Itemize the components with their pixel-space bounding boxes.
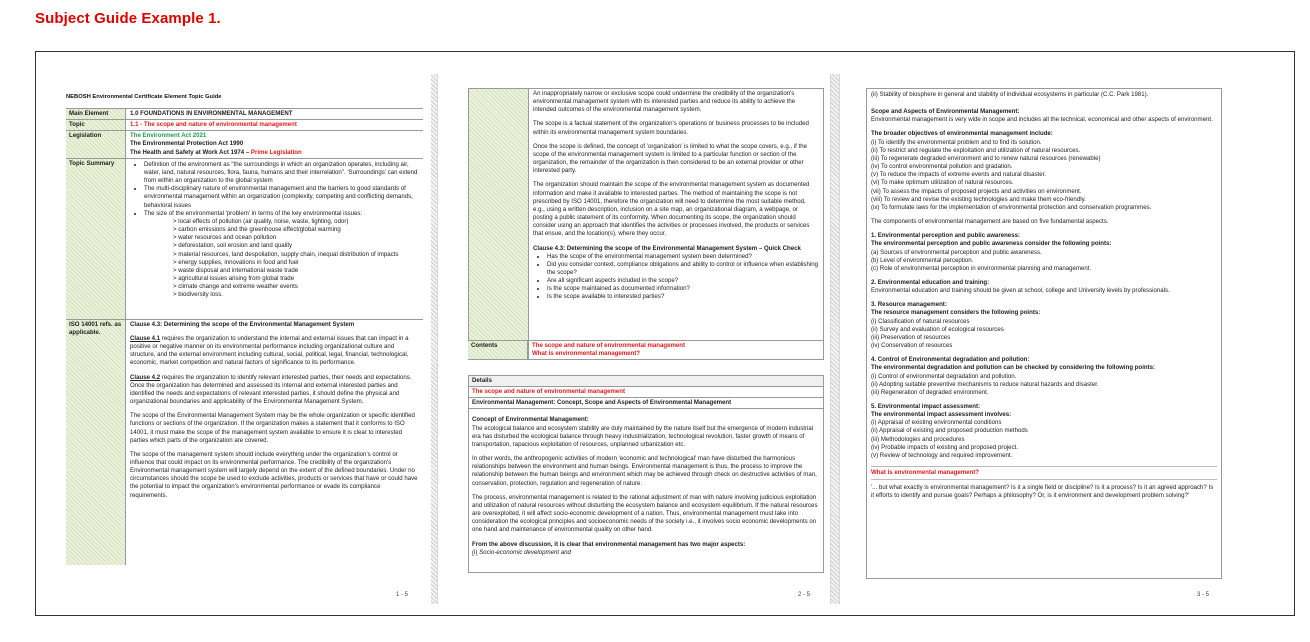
iso-continuation bbox=[468, 88, 824, 360]
iso-refs bbox=[126, 320, 423, 565]
list-item: (vii) To assess the impacts of proposed projects and activities on environment. bbox=[871, 187, 1082, 195]
contents-item: The scope and nature of environmental management bbox=[532, 342, 686, 349]
document-heading: Subject Guide Example 1. bbox=[35, 10, 221, 27]
topic-table bbox=[66, 108, 423, 565]
section-subheading: The resource management considers the following points: bbox=[871, 309, 1041, 317]
table-row bbox=[66, 320, 423, 565]
row-label: ISO 14001 refs. as applicable. bbox=[66, 320, 126, 565]
quick-check-heading: Clause 4.3: Determining the scope of the Environmental Management System – Quick Check bbox=[533, 244, 801, 252]
list-item: (iii) Methodologies and procedures bbox=[871, 435, 965, 443]
paragraph: The scope is a factual statement of the organization's operations or business processes to be included within its environmental management system boundaries. bbox=[533, 120, 809, 136]
page-3 bbox=[866, 52, 1226, 615]
section-heading: Scope and Aspects of Environmental Management: bbox=[871, 108, 1020, 116]
table-row bbox=[66, 109, 423, 120]
clause-text: requires the organization to identify relevant interested parties, their needs and expectations. bbox=[160, 373, 412, 381]
list-item: > material resources, land despoliation, supply chain, inequal distribution of impacts bbox=[173, 250, 399, 258]
topic-value: 1.1 - The scope and nature of environmental management bbox=[130, 121, 297, 129]
paragraph: The components of environmental management are based on five fundamental aspects. bbox=[871, 218, 1109, 226]
scope-paragraph: The scope of the management system should include everything under the organization's control or influence that could impact on its environmental performance. The credibility of the organization's Environmental management system will largely depend on the extent of the defined boundaries. Under no circumstances should the scope be used to exclude activities, products or services that have or could have the potential to impact the organization's environmental performance or evade its compliance requirements. bbox=[130, 450, 418, 499]
paragraph: The ecological balance and ecosystem stability are duly maintained by the nature itself but the emergence of modern industrial era has disturbed the ecological balance through heavy industrialization, technological revolution, faster growth of means of transportation, rapacious exploitation of resources, unplanned urbanization etc. bbox=[472, 424, 814, 448]
scope-paragraph: The scope of the Environmental Management System may be the whole organization or specific identified functions or sections of the organization. If the organization makes a statement that it conforms to ISO 14001, it must make the scope of the management system available to ensure it is clear to interested parties which parts of the organization are covered. bbox=[130, 412, 415, 444]
paragraph: The process, environmental management is related to the rational adjustment of man with nature involving judicious exploitation and utilization of natural resources without disturbing the ecosystem balance and ecosystem equilibrium. If the natural resources are overexploited, it will affect socio-economic development of a nation. Thus, environmental management must take into consideration the ecological principles and socioeconomic needs of the society i.e., it involves socio economic developments on one hand and maintenance of environmental quality on other hand. bbox=[472, 493, 818, 534]
list-item: (b) Level of environmental perception. bbox=[871, 256, 974, 264]
list-item: > biodiversity loss. bbox=[173, 291, 223, 299]
main-element-value: 1.0 FOUNDATIONS IN ENVIRONMENTAL MANAGEMENT bbox=[130, 110, 293, 117]
clause-4-2 bbox=[130, 374, 419, 382]
section-subheading: The environmental degradation and pollution can be checked by considering the following points: bbox=[871, 364, 1156, 372]
list-item: > water resources and ocean pollution bbox=[173, 234, 277, 242]
summary-bullets bbox=[130, 161, 419, 218]
section-heading: 5. Environmental impact assessment: bbox=[871, 403, 981, 410]
section-heading: What is environmental management? bbox=[871, 466, 1217, 477]
clause-4-2-text: Once the organization has determined and assessed its internal and external interested parties and identified the needs and expectations of relevant interested parties, it should define the physical and organizational boundaries and applicability of the Environmental Management System. bbox=[130, 381, 400, 406]
legislation-list bbox=[126, 131, 423, 157]
row-label: Main Element bbox=[66, 109, 126, 119]
paragraph: The organization should maintain the scope of the environmental management system as documented information and make it available to interested parties. The method of maintaining the scope is not prescribed by ISO 14001, therefore the organization will need to determine the most suitable method, e.g., using a written description, inclusion on a site map, an organizational diagram, a webpage, or posting a public statement of its conformity. When documenting its scope, the organization should consider using an approach that identifies the activities or processes involved, the products or services that ensue, and the location(s), where they occur. bbox=[533, 181, 810, 238]
concept-heading: Concept of Environmental Management: bbox=[472, 416, 589, 424]
list-item: • Did you consider context, compliance obligations and ability to control or influence when establishing the scope? bbox=[547, 261, 819, 277]
list-item: (ix) To formulate laws for the implementation of environmental protection and conservation programmes. bbox=[871, 203, 1152, 211]
list-item: (i) To identify the environmental problem and to find its solution. bbox=[871, 138, 1042, 146]
list-item: > deforestation, soil erosion and land quality bbox=[173, 242, 293, 250]
list-item: (viii) To review and revise the existing technologies and make them eco-friendly. bbox=[871, 195, 1086, 203]
list-item: (ii) Survey and evaluation of ecological resources bbox=[871, 325, 1004, 333]
paragraph: (ii) Stability of biosphere in general and stability of individual ecosystems in particular (C.C. Park 1981). bbox=[871, 91, 1149, 98]
section-subheading: The environmental impact assessment involves: bbox=[871, 411, 1012, 419]
list-item: (i) Control of environmental degradation and pollution. bbox=[871, 372, 1017, 380]
clause-text: requires the organization to understand the internal and external issues that can impact in a positive or negative manner on its environmental performance including organizational culture and structure, and the external environment including cultural, social, political, legal, financial, technological, economic, market competition and natural factors of significance to its performance. bbox=[130, 334, 409, 367]
list-item: > agricultural issues arising from global trade bbox=[173, 274, 295, 282]
prime-legislation-tag: Prime Legislation bbox=[250, 148, 302, 156]
discussion-heading: From the above discussion, it is clear that environmental management has two major aspects: bbox=[472, 540, 746, 548]
list-item: • Has the scope of the environmental management system been determined? bbox=[547, 253, 819, 261]
list-item: (vi) To make optimum utilization of natural resources. bbox=[871, 179, 1014, 187]
row-label-shade bbox=[469, 89, 529, 359]
section-heading: 4. Control of Environmental degradation and pollution: bbox=[871, 356, 1030, 364]
legislation-item: The Environment Act 2021 bbox=[130, 132, 207, 140]
paragraph: In other words, the anthropogenic activities of modern 'economic and technological' man have disturbed the harmonious relationships between the environment and human beings. Environmental management is thus, the process to improve the relationship between the human beings and environment which may be achieved through check on destructive activities of man, conservation, protection, regulation and regeneration of nature. bbox=[472, 455, 817, 487]
list-item: > carbon emissions and the greenhouse effect/global warming bbox=[173, 226, 341, 234]
page-1 bbox=[66, 52, 431, 615]
list-item: • Is the scope maintained as documented information? bbox=[547, 285, 819, 293]
list-item: • Is the scope available to interested parties? bbox=[547, 293, 819, 301]
list-item: (ii) Adopting suitable preventive mechanisms to reduce natural hazards and disaster. bbox=[871, 380, 1099, 388]
section-heading: 1. Environmental perception and public awareness: bbox=[871, 232, 1020, 240]
list-item: • The size of the environmental 'problem' in terms of the key environmental issues: bbox=[144, 210, 419, 218]
quick-check-list bbox=[533, 253, 819, 302]
clause-ref: Clause 4.1 bbox=[130, 334, 161, 342]
table-row bbox=[66, 159, 423, 320]
page-2 bbox=[468, 52, 824, 615]
table-row bbox=[66, 131, 423, 158]
list-item: > climate change and extreme weather events bbox=[173, 283, 298, 291]
list-item: (iv) Conservation of resources bbox=[871, 342, 953, 350]
list-item: (i) Classification of natural resources bbox=[871, 317, 970, 325]
page-number: 2 - 5 bbox=[798, 591, 811, 598]
details-body bbox=[469, 409, 823, 559]
list-item: (iii) To regenerate degraded environment and to renew natural resources (renewable) bbox=[871, 154, 1101, 162]
section-subheading: The environmental perception and public awareness consider the following points: bbox=[871, 240, 1112, 248]
quote-paragraph: '... but what exactly is environmental management? Is it a single field or discipline? Is it a process? Is it an agreed approach? Is it efforts to identify and pursue goals? Perhaps a philosophy? Or, is it environment and development problem solving?' bbox=[871, 479, 1217, 500]
list-item: (ii) Appraisal of existing and proposed production methods bbox=[871, 427, 1028, 435]
contents-list bbox=[528, 341, 824, 359]
list-item: (i) Appraisal of existing environmental conditions bbox=[871, 419, 1002, 427]
list-item: (iii) Regeneration of degraded environment. bbox=[871, 388, 989, 396]
table-row bbox=[66, 120, 423, 131]
section-heading: 3. Resource management: bbox=[871, 301, 947, 309]
doc-title: NEBOSH Environmental Certificate Element Topic Guide bbox=[66, 94, 222, 100]
row-label: Topic bbox=[66, 120, 126, 130]
item-number: (i) bbox=[472, 548, 478, 556]
document-preview-frame bbox=[35, 51, 1295, 616]
contents-row bbox=[468, 340, 824, 359]
page-number: 1 - 5 bbox=[396, 591, 409, 598]
list-item: (v) Review of technology and required improvement. bbox=[871, 451, 1013, 459]
row-label: Contents bbox=[468, 341, 528, 359]
row-label: Topic Summary bbox=[66, 159, 126, 319]
row-label: Legislation bbox=[66, 131, 126, 157]
legislation-text: The Health and Safety at Work Act 1974 – bbox=[130, 148, 250, 156]
item-text: Socio-economic development and bbox=[477, 548, 571, 556]
list-item: > energy supplies, innovations in food and fuel bbox=[173, 258, 299, 266]
paragraph: An inappropriately narrow or exclusive scope could undermine the credibility of the organization's environmental management system with its interested parties and reduce its ability to achieve the intended outcomes of the environmental management system. bbox=[533, 90, 796, 114]
list-item: • The multi-disciplinary nature of environmental management and the barriers to good standards of environmental management within an organization (complexity, competing and conflicting demands, behavioral issues bbox=[144, 185, 419, 209]
list-item: > waste disposal and international waste trade bbox=[173, 266, 299, 274]
page-gutter bbox=[830, 74, 840, 604]
paragraph: Environmental education and training should be given at school, college and University levels by professionals. bbox=[871, 287, 1170, 295]
list-item: (iii) Preservation of resources bbox=[871, 333, 951, 341]
contents-item: What is environmental management? bbox=[532, 350, 641, 358]
paragraph: Environmental management is very wide in scope and includes all the technical, economical and other aspects of environment. bbox=[871, 116, 1213, 124]
paragraph: Once the scope is defined, the concept of 'organization' is limited to what the scope covers, e.g., if the scope of the environmental management system is limited to a particular function or section of the organization, the remainder of the organization is then considered to be an external provider or other interested party. bbox=[533, 142, 807, 175]
iso-heading: Clause 4.3: Determining the scope of the Environmental Management System bbox=[130, 320, 355, 328]
discussion-item bbox=[472, 549, 820, 557]
details-box bbox=[468, 375, 824, 573]
legislation-item bbox=[130, 149, 419, 157]
list-item: • Are all significant aspects included in the scope? bbox=[547, 277, 819, 285]
details-header: Details bbox=[469, 376, 823, 387]
details-subtitle: Environmental Management: Concept, Scope and Aspects of Environmental Management bbox=[469, 398, 823, 409]
clause-ref: Clause 4.2 bbox=[130, 373, 161, 381]
list-item: (a) Sources of environmental perception and public awareness. bbox=[871, 248, 1042, 256]
page-number: 3 - 5 bbox=[1197, 591, 1210, 598]
topic-summary bbox=[126, 159, 423, 319]
section-heading: The broader objectives of environmental management include: bbox=[871, 130, 1053, 138]
section-heading: 2. Environmental education and training: bbox=[871, 278, 990, 286]
list-item: (v) To reduce the impacts of extreme events and natural disaster. bbox=[871, 171, 1047, 179]
list-item: > local effects of pollution (air quality, noise, waste, lighting, odor) bbox=[173, 217, 349, 225]
iso-continuation-text bbox=[529, 89, 823, 359]
list-item: (iv) Probable impacts of existing and proposed project. bbox=[871, 443, 1019, 451]
list-item: (c) Role of environmental perception in environmental planning and management. bbox=[871, 264, 1092, 272]
details-topic: The scope and nature of environmental management bbox=[469, 387, 823, 398]
legislation-item: The Environmental Protection Act 1990 bbox=[130, 140, 244, 148]
page-3-content bbox=[866, 88, 1222, 579]
list-item: • Definition of the environment as "the surroundings in which an organization operates, including air, water, land, natural resources, flora, fauna, humans and their interrelation". 'Surroundings' can extend from within an organization to the global system bbox=[144, 161, 419, 185]
list-item: (ii) To restrict and regulate the exploitation and utilization of natural resources. bbox=[871, 146, 1081, 154]
clause-4-1 bbox=[130, 335, 419, 368]
list-item: (iv) To control environmental pollution and gradation. bbox=[871, 163, 1013, 171]
